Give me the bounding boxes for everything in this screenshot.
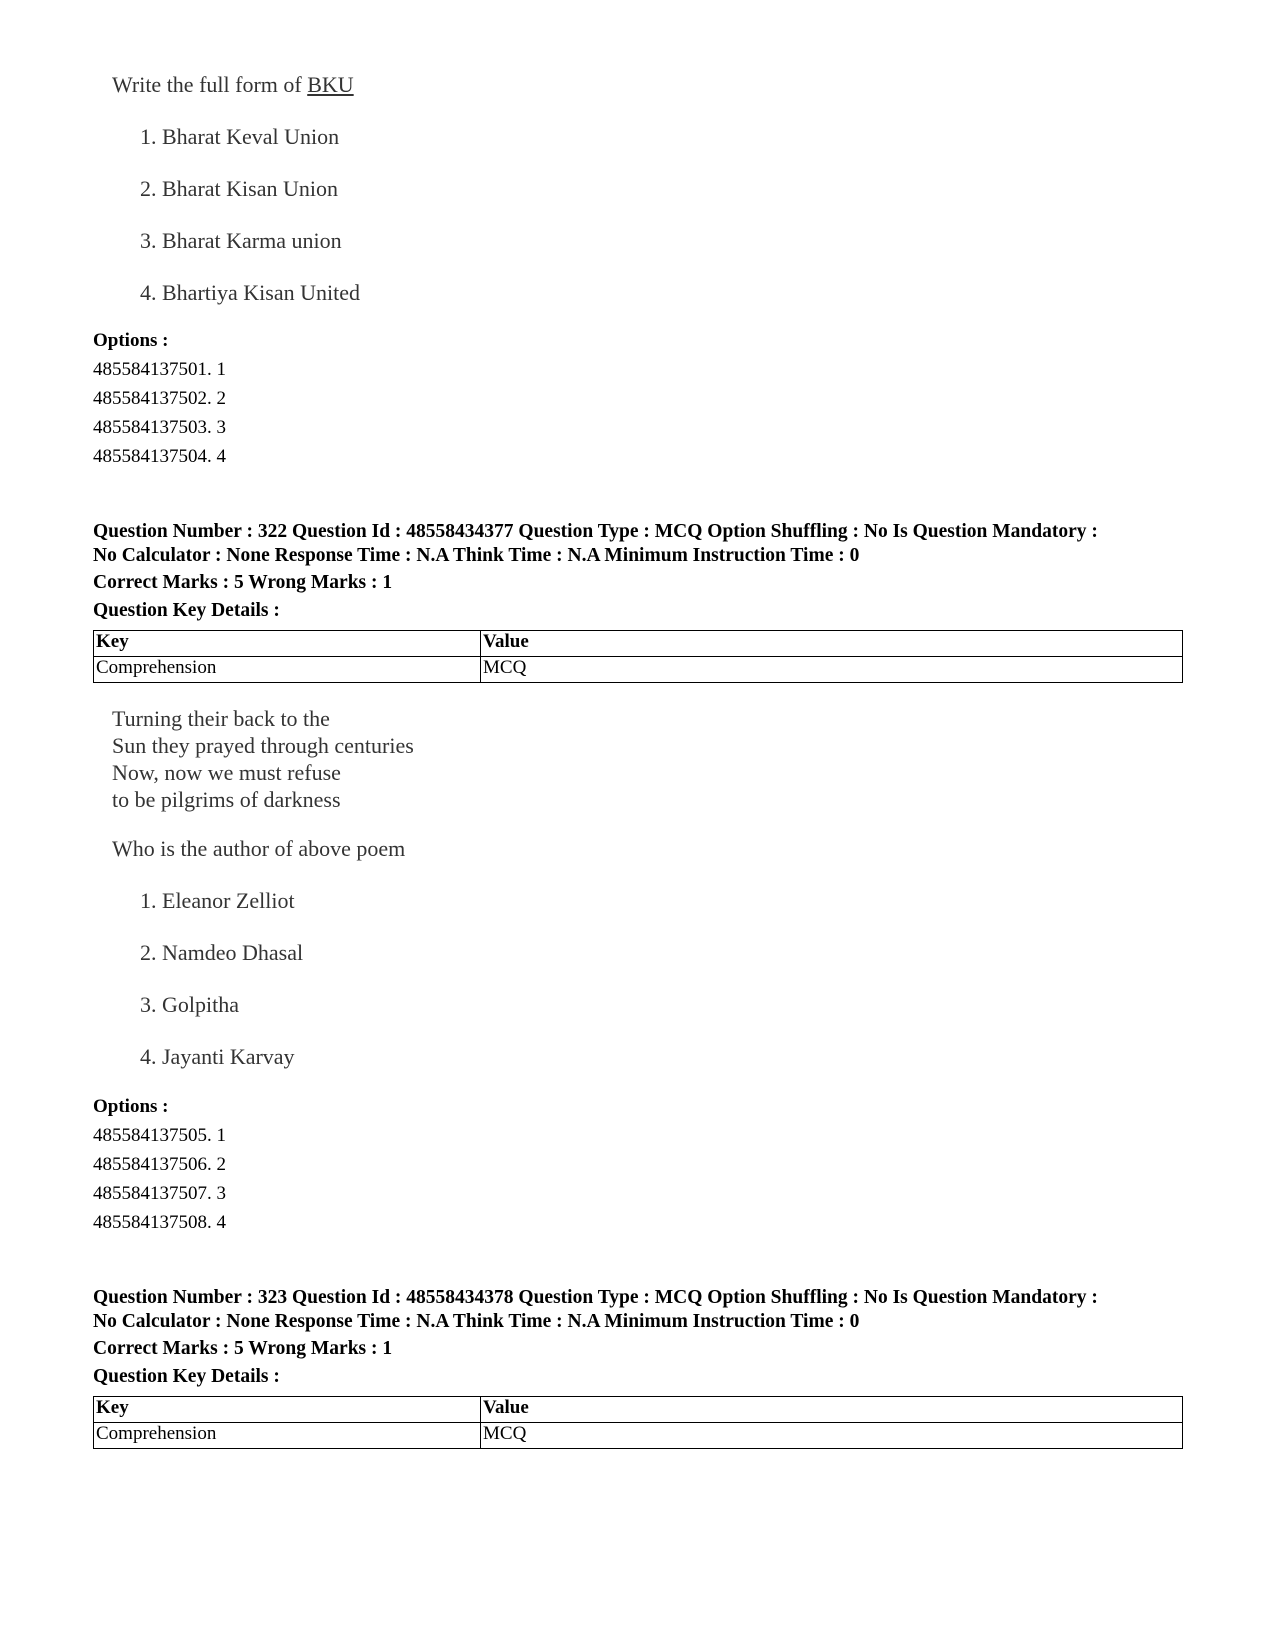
poem-line-4: to be pilgrims of darkness [112, 787, 341, 812]
table-row [94, 1423, 1183, 1449]
header-key: Key [94, 631, 481, 657]
options-heading: Options : [93, 330, 169, 351]
image-option-1: 1. Eleanor Zelliot [140, 888, 295, 913]
question-322-key-table [93, 630, 1183, 683]
options-heading: Options : [93, 1096, 169, 1117]
option-row: 485584137507. 3 [93, 1183, 226, 1204]
option-row: 485584137502. 2 [93, 388, 226, 409]
question-323-marks: Correct Marks : 5 Wrong Marks : 1 [93, 1338, 393, 1359]
table-row [94, 657, 1183, 683]
header-key: Key [94, 1397, 481, 1423]
header-value: Value [481, 631, 1183, 657]
header-value: Value [481, 1397, 1183, 1423]
image-option-2: 2. Namdeo Dhasal [140, 940, 304, 965]
question-323-key-heading: Question Key Details : [93, 1366, 280, 1387]
question-321-options [93, 326, 226, 471]
question-322-key-heading: Question Key Details : [93, 600, 280, 621]
meta-line-1: Question Number : 322 Question Id : 48558434377 Question Type : MCQ Option Shuffling : No Is Question Mandatory : [93, 521, 1098, 542]
meta-line-1: Question Number : 323 Question Id : 48558434378 Question Type : MCQ Option Shuffling : No Is Question Mandatory : [93, 1287, 1098, 1308]
stem-term: BKU [307, 72, 354, 97]
cell-key: Comprehension [94, 1423, 481, 1449]
table-header-row [94, 1397, 1183, 1423]
image-option-1: 1. Bharat Keval Union [140, 124, 340, 149]
option-row: 485584137504. 4 [93, 446, 226, 467]
option-row: 485584137508. 4 [93, 1212, 226, 1233]
cell-value: MCQ [481, 1423, 1183, 1449]
question-322-options [93, 1092, 226, 1237]
image-option-2: 2. Bharat Kisan Union [140, 176, 338, 201]
image-option-3: 3. Bharat Karma union [140, 228, 342, 253]
table-header-row [94, 631, 1183, 657]
image-option-3: 3. Golpitha [140, 992, 239, 1017]
question-stem: Who is the author of above poem [112, 836, 406, 861]
image-option-4: 4. Bhartiya Kisan United [140, 280, 360, 305]
cell-value: MCQ [481, 657, 1183, 683]
poem-line-2: Sun they prayed through centuries [112, 733, 414, 758]
option-row: 485584137506. 2 [93, 1154, 226, 1175]
option-row: 485584137503. 3 [93, 417, 226, 438]
poem-line-3: Now, now we must refuse [112, 760, 341, 785]
cell-key: Comprehension [94, 657, 481, 683]
question-323-meta [93, 1286, 1098, 1334]
question-stem: Write the full form of BKU [112, 72, 354, 97]
meta-line-2: No Calculator : None Response Time : N.A Think Time : N.A Minimum Instruction Time : 0 [93, 1311, 860, 1332]
image-option-4: 4. Jayanti Karvay [140, 1044, 295, 1069]
question-322-meta [93, 520, 1098, 568]
question-323-key-table [93, 1396, 1183, 1449]
option-row: 485584137505. 1 [93, 1125, 226, 1146]
meta-line-2: No Calculator : None Response Time : N.A Think Time : N.A Minimum Instruction Time : 0 [93, 545, 860, 566]
question-322-marks: Correct Marks : 5 Wrong Marks : 1 [93, 572, 393, 593]
option-row: 485584137501. 1 [93, 359, 226, 380]
poem-line-1: Turning their back to the [112, 706, 330, 731]
